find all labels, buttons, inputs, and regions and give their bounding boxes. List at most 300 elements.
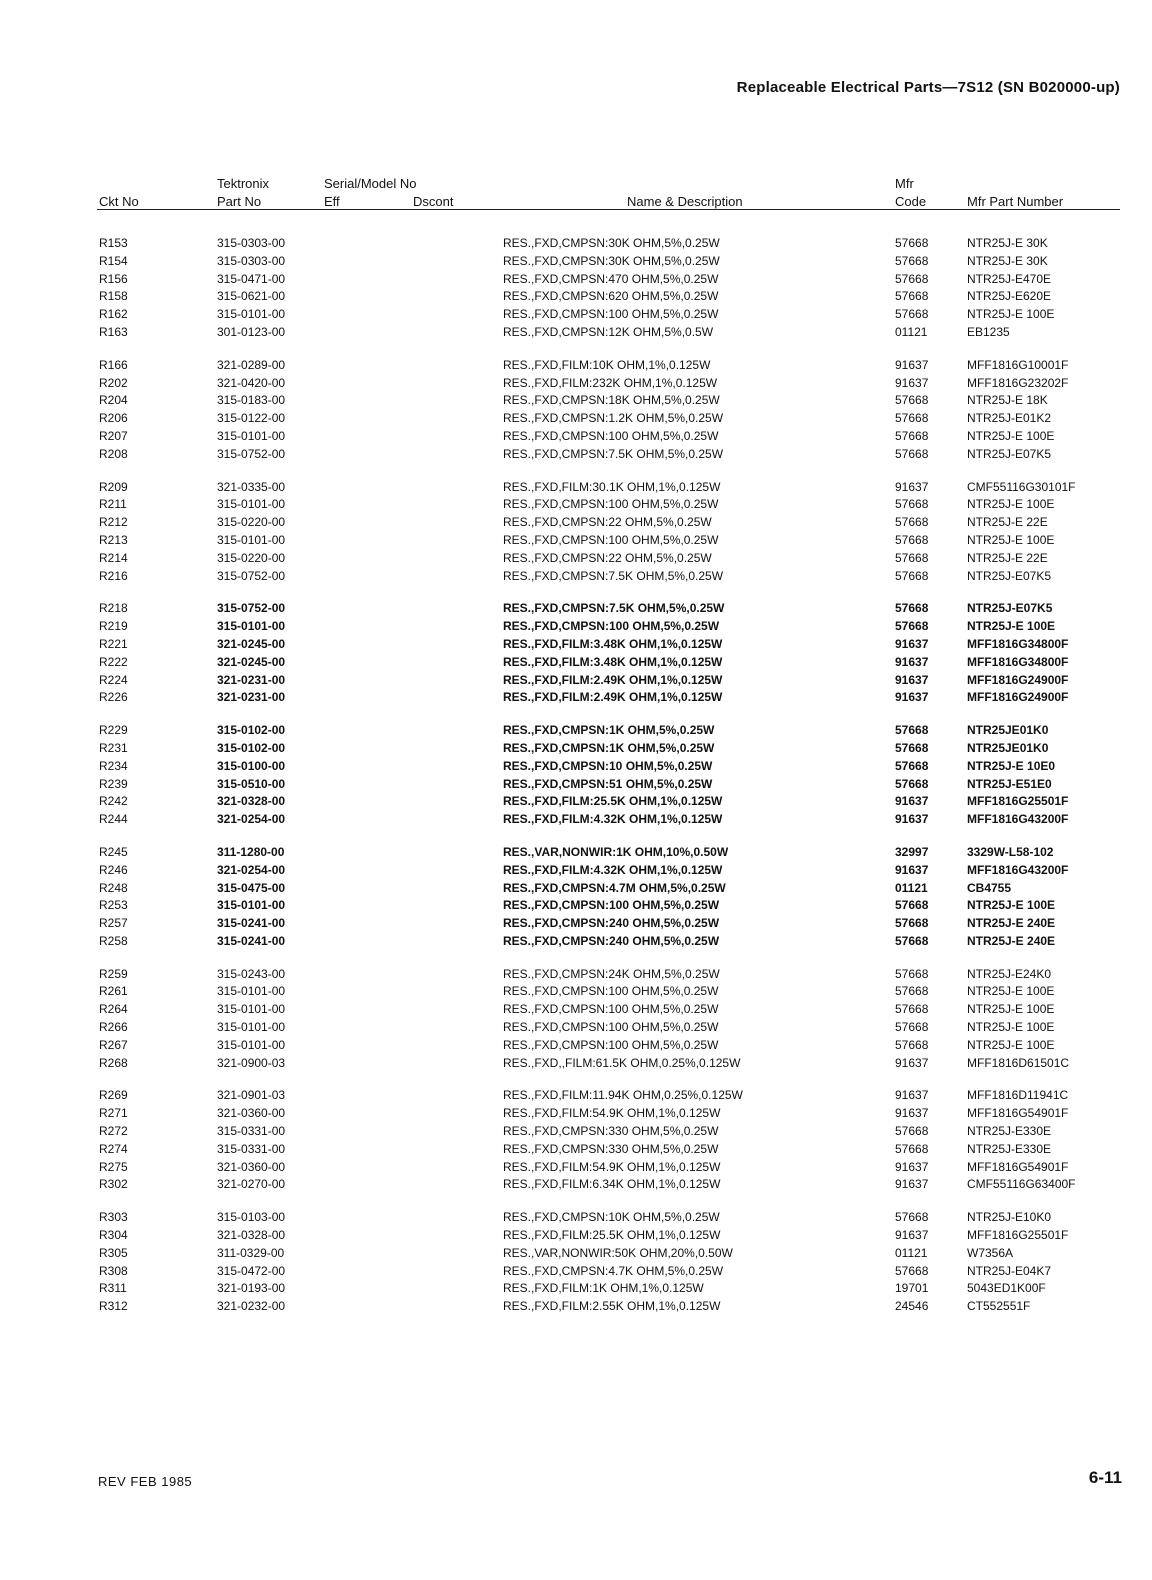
mfr-code-cell: 57668 — [895, 307, 929, 322]
mfr-part-number-cell: MFF1816D11941C — [967, 1088, 1069, 1103]
description-cell: RES.,FXD,CMPSN:240 OHM,5%,0.25W — [503, 933, 720, 948]
table-row — [0, 325, 1152, 343]
mfr-part-number-cell: MFF1816G54901F — [967, 1159, 1069, 1174]
table-row — [0, 254, 1152, 272]
mfr-code-cell: 57668 — [895, 933, 929, 948]
ckt-no-cell: R257 — [99, 916, 128, 931]
mfr-part-number-cell: MFF1816G43200F — [967, 812, 1069, 827]
ckt-no-cell: R156 — [99, 271, 128, 286]
part-no-cell: 301-0123-00 — [217, 324, 286, 339]
mfr-part-number-cell: NTR25J-E 100E — [967, 1020, 1055, 1035]
description-cell: RES.,FXD,FILM:4.32K OHM,1%,0.125W — [503, 862, 723, 877]
col-name-desc: Name & Description — [627, 194, 743, 209]
mfr-part-number-cell: NTR25JE01K0 — [967, 740, 1049, 755]
part-no-cell: 315-0752-00 — [217, 568, 286, 583]
mfr-code-cell: 57668 — [895, 740, 929, 755]
mfr-code-cell: 91637 — [895, 375, 929, 390]
col-mfr-part-number: Mfr Part Number — [967, 194, 1064, 209]
ckt-no-cell: R221 — [99, 636, 128, 651]
mfr-part-number-cell: MFF1816G24900F — [967, 690, 1069, 705]
part-no-cell: 315-0243-00 — [217, 966, 286, 981]
mfr-part-number-cell: NTR25J-E330E — [967, 1141, 1052, 1156]
ckt-no-cell: R207 — [99, 428, 128, 443]
mfr-code-cell: 91637 — [895, 1228, 929, 1243]
mfr-part-number-cell: NTR25J-E 100E — [967, 532, 1055, 547]
mfr-code-cell: 57668 — [895, 497, 929, 512]
table-row — [0, 551, 1152, 569]
table-row — [0, 1142, 1152, 1160]
mfr-code-cell: 19701 — [895, 1281, 929, 1296]
mfr-part-number-cell: NTR25J-E24K0 — [967, 966, 1052, 981]
ckt-no-cell: R242 — [99, 794, 128, 809]
mfr-part-number-cell: NTR25J-E07K5 — [967, 601, 1053, 616]
mfr-part-number-cell: 3329W-L58-102 — [967, 844, 1054, 859]
mfr-part-number-cell: NTR25J-E07K5 — [967, 446, 1052, 461]
description-cell: RES.,FXD,CMPSN:100 OHM,5%,0.25W — [503, 984, 719, 999]
col-tek-line2: Part No — [217, 194, 262, 209]
part-no-cell: 315-0510-00 — [217, 776, 286, 791]
table-row — [0, 447, 1152, 465]
mfr-part-number-cell: MFF1816G34800F — [967, 636, 1069, 651]
mfr-part-number-cell: CMF55116G63400F — [967, 1177, 1076, 1192]
part-no-cell: 315-0122-00 — [217, 411, 286, 426]
mfr-code-cell: 01121 — [895, 324, 928, 339]
ckt-no-cell: R267 — [99, 1037, 128, 1052]
mfr-code-cell: 57668 — [895, 411, 929, 426]
table-row — [0, 569, 1152, 587]
mfr-part-number-cell: NTR25J-E 10E0 — [967, 758, 1056, 773]
ckt-no-cell: R245 — [99, 844, 128, 859]
description-cell: RES.,FXD,CMPSN:30K OHM,5%,0.25W — [503, 253, 720, 268]
ckt-no-cell: R204 — [99, 393, 128, 408]
description-cell: RES.,FXD,FILM:2.49K OHM,1%,0.125W — [503, 672, 723, 687]
description-cell: RES.,FXD,CMPSN:330 OHM,5%,0.25W — [503, 1124, 719, 1139]
mfr-part-number-cell: NTR25J-E330E — [967, 1124, 1052, 1139]
col-tek-line1: Tektronix — [217, 176, 270, 191]
part-no-cell: 315-0220-00 — [217, 515, 286, 530]
table-row — [0, 723, 1152, 741]
col-serial-dscont: Dscont — [413, 194, 454, 209]
col-serial-eff: Eff — [324, 194, 340, 209]
mfr-part-number-cell: NTR25J-E 100E — [967, 428, 1055, 443]
part-no-cell: 315-0101-00 — [217, 619, 286, 634]
ckt-no-cell: R244 — [99, 812, 128, 827]
mfr-code-cell: 91637 — [895, 1088, 929, 1103]
table-row — [0, 1299, 1152, 1317]
part-no-cell: 321-0231-00 — [217, 672, 286, 687]
parts-group — [0, 1088, 1152, 1195]
parts-group — [0, 601, 1152, 708]
ckt-no-cell: R166 — [99, 357, 128, 372]
part-no-cell: 321-0231-00 — [217, 690, 286, 705]
mfr-part-number-cell: MFF1816G23202F — [967, 375, 1069, 390]
mfr-part-number-cell: NTR25J-E470E — [967, 271, 1052, 286]
description-cell: RES.,VAR,NONWIR:1K OHM,10%,0.50W — [503, 844, 729, 859]
mfr-code-cell: 91637 — [895, 1159, 929, 1174]
parts-group — [0, 480, 1152, 587]
ckt-no-cell: R258 — [99, 933, 128, 948]
table-row — [0, 1002, 1152, 1020]
table-row — [0, 1210, 1152, 1228]
table-row — [0, 1124, 1152, 1142]
ckt-no-cell: R269 — [99, 1088, 128, 1103]
mfr-code-cell: 57668 — [895, 984, 929, 999]
part-no-cell: 321-0245-00 — [217, 654, 286, 669]
mfr-code-cell: 57668 — [895, 271, 929, 286]
ckt-no-cell: R268 — [99, 1055, 128, 1070]
col-mfr-code-line2: Code — [895, 194, 927, 209]
description-cell: RES.,FXD,CMPSN:7.5K OHM,5%,0.25W — [503, 446, 724, 461]
description-cell: RES.,FXD,CMPSN:100 OHM,5%,0.25W — [503, 1037, 719, 1052]
part-no-cell: 315-0752-00 — [217, 446, 286, 461]
description-cell: RES.,FXD,CMPSN:1K OHM,5%,0.25W — [503, 723, 715, 738]
table-row — [0, 967, 1152, 985]
mfr-part-number-cell: NTR25J-E 30K — [967, 236, 1048, 250]
part-no-cell: 321-0254-00 — [217, 862, 286, 877]
table-row — [0, 1264, 1152, 1282]
description-cell: RES.,FXD,CMPSN:10 OHM,5%,0.25W — [503, 758, 713, 773]
mfr-code-cell: 57668 — [895, 446, 929, 461]
parts-group — [0, 845, 1152, 952]
part-no-cell: 315-0183-00 — [217, 393, 286, 408]
part-no-cell: 315-0241-00 — [217, 916, 286, 931]
description-cell: RES.,FXD,CMPSN:4.7M OHM,5%,0.25W — [503, 880, 726, 895]
mfr-part-number-cell: MFF1816G24900F — [967, 672, 1069, 687]
table-row — [0, 1106, 1152, 1124]
table-row — [0, 777, 1152, 795]
ckt-no-cell: R264 — [99, 1002, 128, 1017]
ckt-no-cell: R304 — [99, 1228, 128, 1243]
description-cell: RES.,FXD,FILM:2.49K OHM,1%,0.125W — [503, 690, 723, 705]
description-cell: RES.,FXD,CMPSN:330 OHM,5%,0.25W — [503, 1141, 719, 1156]
col-serial-line1: Serial/Model No — [324, 176, 417, 191]
description-cell: RES.,FXD,CMPSN:51 OHM,5%,0.25W — [503, 776, 713, 791]
part-no-cell: 321-0254-00 — [217, 812, 286, 827]
table-row — [0, 794, 1152, 812]
table-row — [0, 934, 1152, 952]
mfr-code-cell: 91637 — [895, 672, 929, 687]
table-row — [0, 741, 1152, 759]
mfr-part-number-cell: W7356A — [967, 1245, 1014, 1260]
description-cell: RES.,FXD,CMPSN:1.2K OHM,5%,0.25W — [503, 411, 724, 426]
mfr-part-number-cell: MFF1816G25501F — [967, 794, 1069, 809]
ckt-no-cell: R311 — [99, 1281, 127, 1296]
description-cell: RES.,FXD,FILM:54.9K OHM,1%,0.125W — [503, 1106, 721, 1121]
table-row — [0, 533, 1152, 551]
table-row — [0, 1056, 1152, 1074]
table-row — [0, 497, 1152, 515]
part-no-cell: 315-0220-00 — [217, 550, 286, 565]
mfr-part-number-cell: 5043ED1K00F — [967, 1281, 1046, 1296]
mfr-part-number-cell: NTR25J-E 18K — [967, 393, 1048, 408]
description-cell: RES.,FXD,,FILM:61.5K OHM,0.25%,0.125W — [503, 1055, 741, 1070]
table-row — [0, 1020, 1152, 1038]
mfr-code-cell: 57668 — [895, 916, 929, 931]
mfr-part-number-cell: EB1235 — [967, 324, 1010, 339]
mfr-code-cell: 57668 — [895, 1037, 929, 1052]
mfr-part-number-cell: NTR25J-E04K7 — [967, 1263, 1052, 1278]
header-rule — [97, 209, 1120, 210]
part-no-cell: 315-0303-00 — [217, 236, 286, 250]
table-row — [0, 619, 1152, 637]
mfr-part-number-cell: NTR25J-E51E0 — [967, 776, 1052, 791]
mfr-code-cell: 57668 — [895, 758, 929, 773]
table-row — [0, 289, 1152, 307]
mfr-code-cell: 91637 — [895, 812, 929, 827]
part-no-cell: 315-0101-00 — [217, 497, 286, 512]
mfr-part-number-cell: MFF1816G34800F — [967, 654, 1069, 669]
part-no-cell: 315-0101-00 — [217, 984, 286, 999]
table-row — [0, 898, 1152, 916]
description-cell: RES.,FXD,FILM:25.5K OHM,1%,0.125W — [503, 794, 723, 809]
mfr-code-cell: 57668 — [895, 966, 929, 981]
mfr-part-number-cell: NTR25J-E07K5 — [967, 568, 1052, 583]
description-cell: RES.,FXD,CMPSN:24K OHM,5%,0.25W — [503, 966, 720, 981]
part-no-cell: 315-0101-00 — [217, 1037, 286, 1052]
part-no-cell: 315-0471-00 — [217, 271, 286, 286]
ckt-no-cell: R222 — [99, 654, 128, 669]
parts-group — [0, 723, 1152, 830]
table-row — [0, 881, 1152, 899]
mfr-code-cell: 57668 — [895, 898, 929, 913]
ckt-no-cell: R216 — [99, 568, 128, 583]
table-row — [0, 236, 1152, 254]
part-no-cell: 321-0270-00 — [217, 1177, 286, 1192]
mfr-code-cell: 91637 — [895, 862, 929, 877]
ckt-no-cell: R253 — [99, 898, 128, 913]
description-cell: RES.,FXD,FILM:2.55K OHM,1%,0.125W — [503, 1299, 721, 1314]
mfr-part-number-cell: NTR25J-E 100E — [967, 1037, 1055, 1052]
part-no-cell: 315-0101-00 — [217, 1002, 286, 1017]
ckt-no-cell: R303 — [99, 1210, 128, 1225]
ckt-no-cell: R246 — [99, 862, 128, 877]
part-no-cell: 315-0472-00 — [217, 1263, 286, 1278]
ckt-no-cell: R229 — [99, 723, 128, 738]
mfr-part-number-cell: MFF1816G25501F — [967, 1228, 1069, 1243]
part-no-cell: 315-0101-00 — [217, 1020, 286, 1035]
mfr-code-cell: 57668 — [895, 236, 929, 250]
table-row — [0, 759, 1152, 777]
description-cell: RES.,FXD,FILM:3.48K OHM,1%,0.125W — [503, 636, 723, 651]
part-no-cell: 321-0245-00 — [217, 636, 286, 651]
description-cell: RES.,FXD,FILM:54.9K OHM,1%,0.125W — [503, 1159, 721, 1174]
description-cell: RES.,FXD,FILM:1K OHM,1%,0.125W — [503, 1281, 704, 1296]
part-no-cell: 315-0101-00 — [217, 307, 286, 322]
table-row — [0, 673, 1152, 691]
description-cell: RES.,FXD,FILM:11.94K OHM,0.25%,0.125W — [503, 1088, 743, 1103]
parts-group — [0, 967, 1152, 1074]
part-no-cell: 315-0102-00 — [217, 723, 286, 738]
ckt-no-cell: R218 — [99, 601, 128, 616]
part-no-cell: 315-0331-00 — [217, 1124, 286, 1139]
part-no-cell: 315-0100-00 — [217, 758, 286, 773]
table-row — [0, 863, 1152, 881]
description-cell: RES.,FXD,CMPSN:240 OHM,5%,0.25W — [503, 916, 720, 931]
page-number: 6-11 — [1088, 1468, 1122, 1487]
description-cell: RES.,FXD,CMPSN:10K OHM,5%,0.25W — [503, 1210, 720, 1225]
mfr-code-cell: 91637 — [895, 1106, 929, 1121]
mfr-part-number-cell: NTR25J-E 30K — [967, 253, 1048, 268]
ckt-no-cell: R153 — [99, 236, 128, 250]
mfr-part-number-cell: MFF1816D61501C — [967, 1055, 1070, 1070]
description-cell: RES.,FXD,CMPSN:22 OHM,5%,0.25W — [503, 515, 712, 530]
ckt-no-cell: R219 — [99, 619, 128, 634]
description-cell: RES.,FXD,CMPSN:30K OHM,5%,0.25W — [503, 236, 720, 250]
mfr-code-cell: 91637 — [895, 690, 929, 705]
ckt-no-cell: R202 — [99, 375, 128, 390]
table-row — [0, 812, 1152, 830]
mfr-code-cell: 57668 — [895, 428, 929, 443]
table-row — [0, 1038, 1152, 1056]
mfr-code-cell: 57668 — [895, 1002, 929, 1017]
part-no-cell: 315-0475-00 — [217, 880, 286, 895]
table-row — [0, 984, 1152, 1002]
mfr-code-cell: 91637 — [895, 636, 929, 651]
part-no-cell: 315-0331-00 — [217, 1141, 286, 1156]
description-cell: RES.,FXD,CMPSN:7.5K OHM,5%,0.25W — [503, 568, 724, 583]
mfr-part-number-cell: MFF1816G10001F — [967, 357, 1069, 372]
mfr-part-number-cell: NTR25J-E 100E — [967, 898, 1056, 913]
ckt-no-cell: R163 — [99, 324, 128, 339]
ckt-no-cell: R312 — [99, 1299, 128, 1314]
part-no-cell: 315-0101-00 — [217, 898, 286, 913]
mfr-code-cell: 57668 — [895, 1020, 929, 1035]
mfr-code-cell: 57668 — [895, 550, 929, 565]
table-row — [0, 411, 1152, 429]
part-no-cell: 321-0328-00 — [217, 794, 286, 809]
table-row — [0, 655, 1152, 673]
description-cell: RES.,FXD,FILM:25.5K OHM,1%,0.125W — [503, 1228, 721, 1243]
part-no-cell: 321-0360-00 — [217, 1159, 286, 1174]
ckt-no-cell: R231 — [99, 740, 128, 755]
part-no-cell: 321-0193-00 — [217, 1281, 286, 1296]
description-cell: RES.,FXD,CMPSN:100 OHM,5%,0.25W — [503, 898, 720, 913]
ckt-no-cell: R214 — [99, 550, 128, 565]
description-cell: RES.,FXD,FILM:232K OHM,1%,0.125W — [503, 375, 718, 390]
mfr-code-cell: 57668 — [895, 1141, 929, 1156]
part-no-cell: 315-0102-00 — [217, 740, 286, 755]
ckt-no-cell: R224 — [99, 672, 128, 687]
description-cell: RES.,FXD,CMPSN:1K OHM,5%,0.25W — [503, 740, 715, 755]
description-cell: RES.,FXD,FILM:3.48K OHM,1%,0.125W — [503, 654, 723, 669]
mfr-code-cell: 01121 — [895, 880, 928, 895]
ckt-no-cell: R154 — [99, 253, 128, 268]
mfr-code-cell: 57668 — [895, 1124, 929, 1139]
table-row — [0, 376, 1152, 394]
part-no-cell: 315-0103-00 — [217, 1210, 286, 1225]
description-cell: RES.,FXD,CMPSN:4.7K OHM,5%,0.25W — [503, 1263, 724, 1278]
mfr-part-number-cell: NTR25JE01K0 — [967, 723, 1049, 738]
part-no-cell: 321-0360-00 — [217, 1106, 286, 1121]
page-title: Replaceable Electrical Parts—7S12 (SN B020000-up) — [736, 79, 1120, 96]
ckt-no-cell: R308 — [99, 1263, 128, 1278]
ckt-no-cell: R226 — [99, 690, 128, 705]
part-no-cell: 315-0752-00 — [217, 601, 286, 616]
part-no-cell: 321-0232-00 — [217, 1299, 286, 1314]
table-row — [0, 393, 1152, 411]
ckt-no-cell: R274 — [99, 1141, 128, 1156]
table-row — [0, 845, 1152, 863]
mfr-code-cell: 57668 — [895, 1210, 929, 1225]
mfr-part-number-cell: MFF1816G54901F — [967, 1106, 1069, 1121]
description-cell: RES.,FXD,CMPSN:620 OHM,5%,0.25W — [503, 289, 719, 304]
part-no-cell: 311-0329-00 — [217, 1245, 285, 1260]
description-cell: RES.,FXD,CMPSN:100 OHM,5%,0.25W — [503, 619, 720, 634]
parts-group — [0, 1210, 1152, 1317]
part-no-cell: 321-0289-00 — [217, 357, 286, 372]
mfr-part-number-cell: NTR25J-E620E — [967, 289, 1052, 304]
description-cell: RES.,FXD,CMPSN:100 OHM,5%,0.25W — [503, 307, 719, 322]
mfr-part-number-cell: CT552551F — [967, 1299, 1031, 1314]
ckt-no-cell: R272 — [99, 1124, 128, 1139]
mfr-code-cell: 57668 — [895, 515, 929, 530]
part-no-cell: 315-0621-00 — [217, 289, 286, 304]
ckt-no-cell: R302 — [99, 1177, 128, 1192]
description-cell: RES.,FXD,FILM:6.34K OHM,1%,0.125W — [503, 1177, 721, 1192]
table-row — [0, 1088, 1152, 1106]
ckt-no-cell: R158 — [99, 289, 128, 304]
mfr-code-cell: 57668 — [895, 568, 929, 583]
table-row — [0, 637, 1152, 655]
ckt-no-cell: R162 — [99, 307, 128, 322]
ckt-no-cell: R211 — [99, 497, 127, 512]
mfr-code-cell: 57668 — [895, 723, 929, 738]
part-no-cell: 315-0101-00 — [217, 532, 286, 547]
ckt-no-cell: R209 — [99, 479, 128, 494]
mfr-code-cell: 57668 — [895, 393, 929, 408]
mfr-code-cell: 91637 — [895, 794, 929, 809]
description-cell: RES.,FXD,FILM:4.32K OHM,1%,0.125W — [503, 812, 723, 827]
table-row — [0, 1281, 1152, 1299]
description-cell: RES.,FXD,FILM:30.1K OHM,1%,0.125W — [503, 479, 721, 494]
mfr-code-cell: 57668 — [895, 532, 929, 547]
mfr-code-cell: 57668 — [895, 619, 929, 634]
part-no-cell: 321-0900-03 — [217, 1055, 286, 1070]
description-cell: RES.,FXD,CMPSN:18K OHM,5%,0.25W — [503, 393, 720, 408]
mfr-part-number-cell: NTR25J-E 100E — [967, 1002, 1055, 1017]
mfr-code-cell: 57668 — [895, 601, 929, 616]
description-cell: RES.,FXD,CMPSN:22 OHM,5%,0.25W — [503, 550, 712, 565]
ckt-no-cell: R212 — [99, 515, 128, 530]
part-no-cell: 311-1280-00 — [217, 844, 285, 859]
mfr-part-number-cell: CMF55116G30101F — [967, 479, 1076, 494]
part-no-cell: 321-0328-00 — [217, 1228, 286, 1243]
table-row — [0, 307, 1152, 325]
ckt-no-cell: R234 — [99, 758, 128, 773]
mfr-code-cell: 91637 — [895, 1055, 929, 1070]
description-cell: RES.,FXD,CMPSN:100 OHM,5%,0.25W — [503, 428, 719, 443]
table-row — [0, 358, 1152, 376]
description-cell: RES.,FXD,CMPSN:100 OHM,5%,0.25W — [503, 1002, 719, 1017]
part-no-cell: 321-0420-00 — [217, 375, 286, 390]
mfr-code-cell: 57668 — [895, 776, 929, 791]
ckt-no-cell: R248 — [99, 880, 128, 895]
mfr-code-cell: 91637 — [895, 654, 929, 669]
mfr-part-number-cell: NTR25J-E 100E — [967, 497, 1055, 512]
table-row — [0, 916, 1152, 934]
ckt-no-cell: R259 — [99, 966, 128, 981]
mfr-part-number-cell: NTR25J-E 100E — [967, 619, 1056, 634]
mfr-code-cell: 32997 — [895, 844, 929, 859]
mfr-code-cell: 24546 — [895, 1299, 929, 1314]
part-no-cell: 315-0241-00 — [217, 933, 286, 948]
table-row — [0, 1246, 1152, 1264]
part-no-cell: 321-0335-00 — [217, 479, 286, 494]
part-no-cell: 315-0101-00 — [217, 428, 286, 443]
description-cell: RES.,FXD,CMPSN:100 OHM,5%,0.25W — [503, 532, 719, 547]
parts-group — [0, 236, 1152, 343]
mfr-part-number-cell: CB4755 — [967, 880, 1012, 895]
